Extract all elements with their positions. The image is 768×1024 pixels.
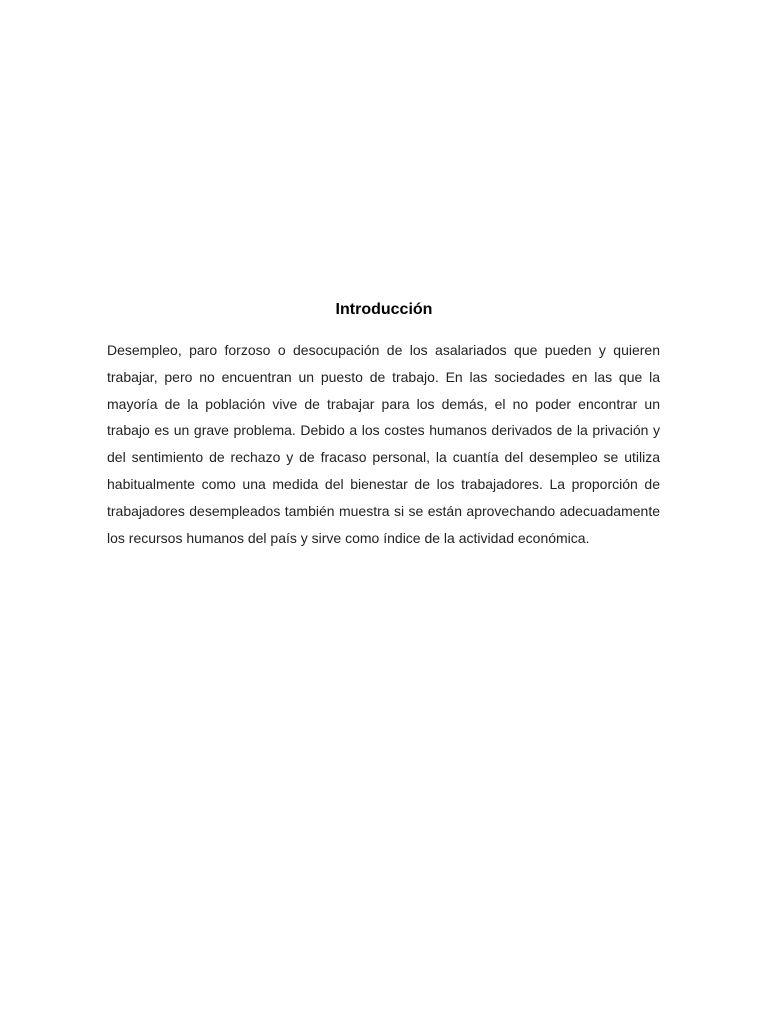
intro-paragraph: Desempleo, paro forzoso o desocupación de los asalariados que pueden y quieren trabajar, pero no encuentran un puesto de trabajo. En las sociedades en las que la mayoría de la población vive de trabajar para los demás, el no poder encontrar un trabajo es un grave problema. Debido a los costes humanos derivados de la privación y del sentimiento de rechazo y de fracaso personal, la cuantía del desempleo se utiliza habitualmente como una medida del bienestar de los trabajadores. La proporción de trabajadores desempleados también muestra si se están aprovechando adecuadamente los recursos humanos del país y sirve como índice de la actividad económica. bbox=[107, 342, 660, 546]
document-title: Introducción bbox=[335, 301, 433, 318]
